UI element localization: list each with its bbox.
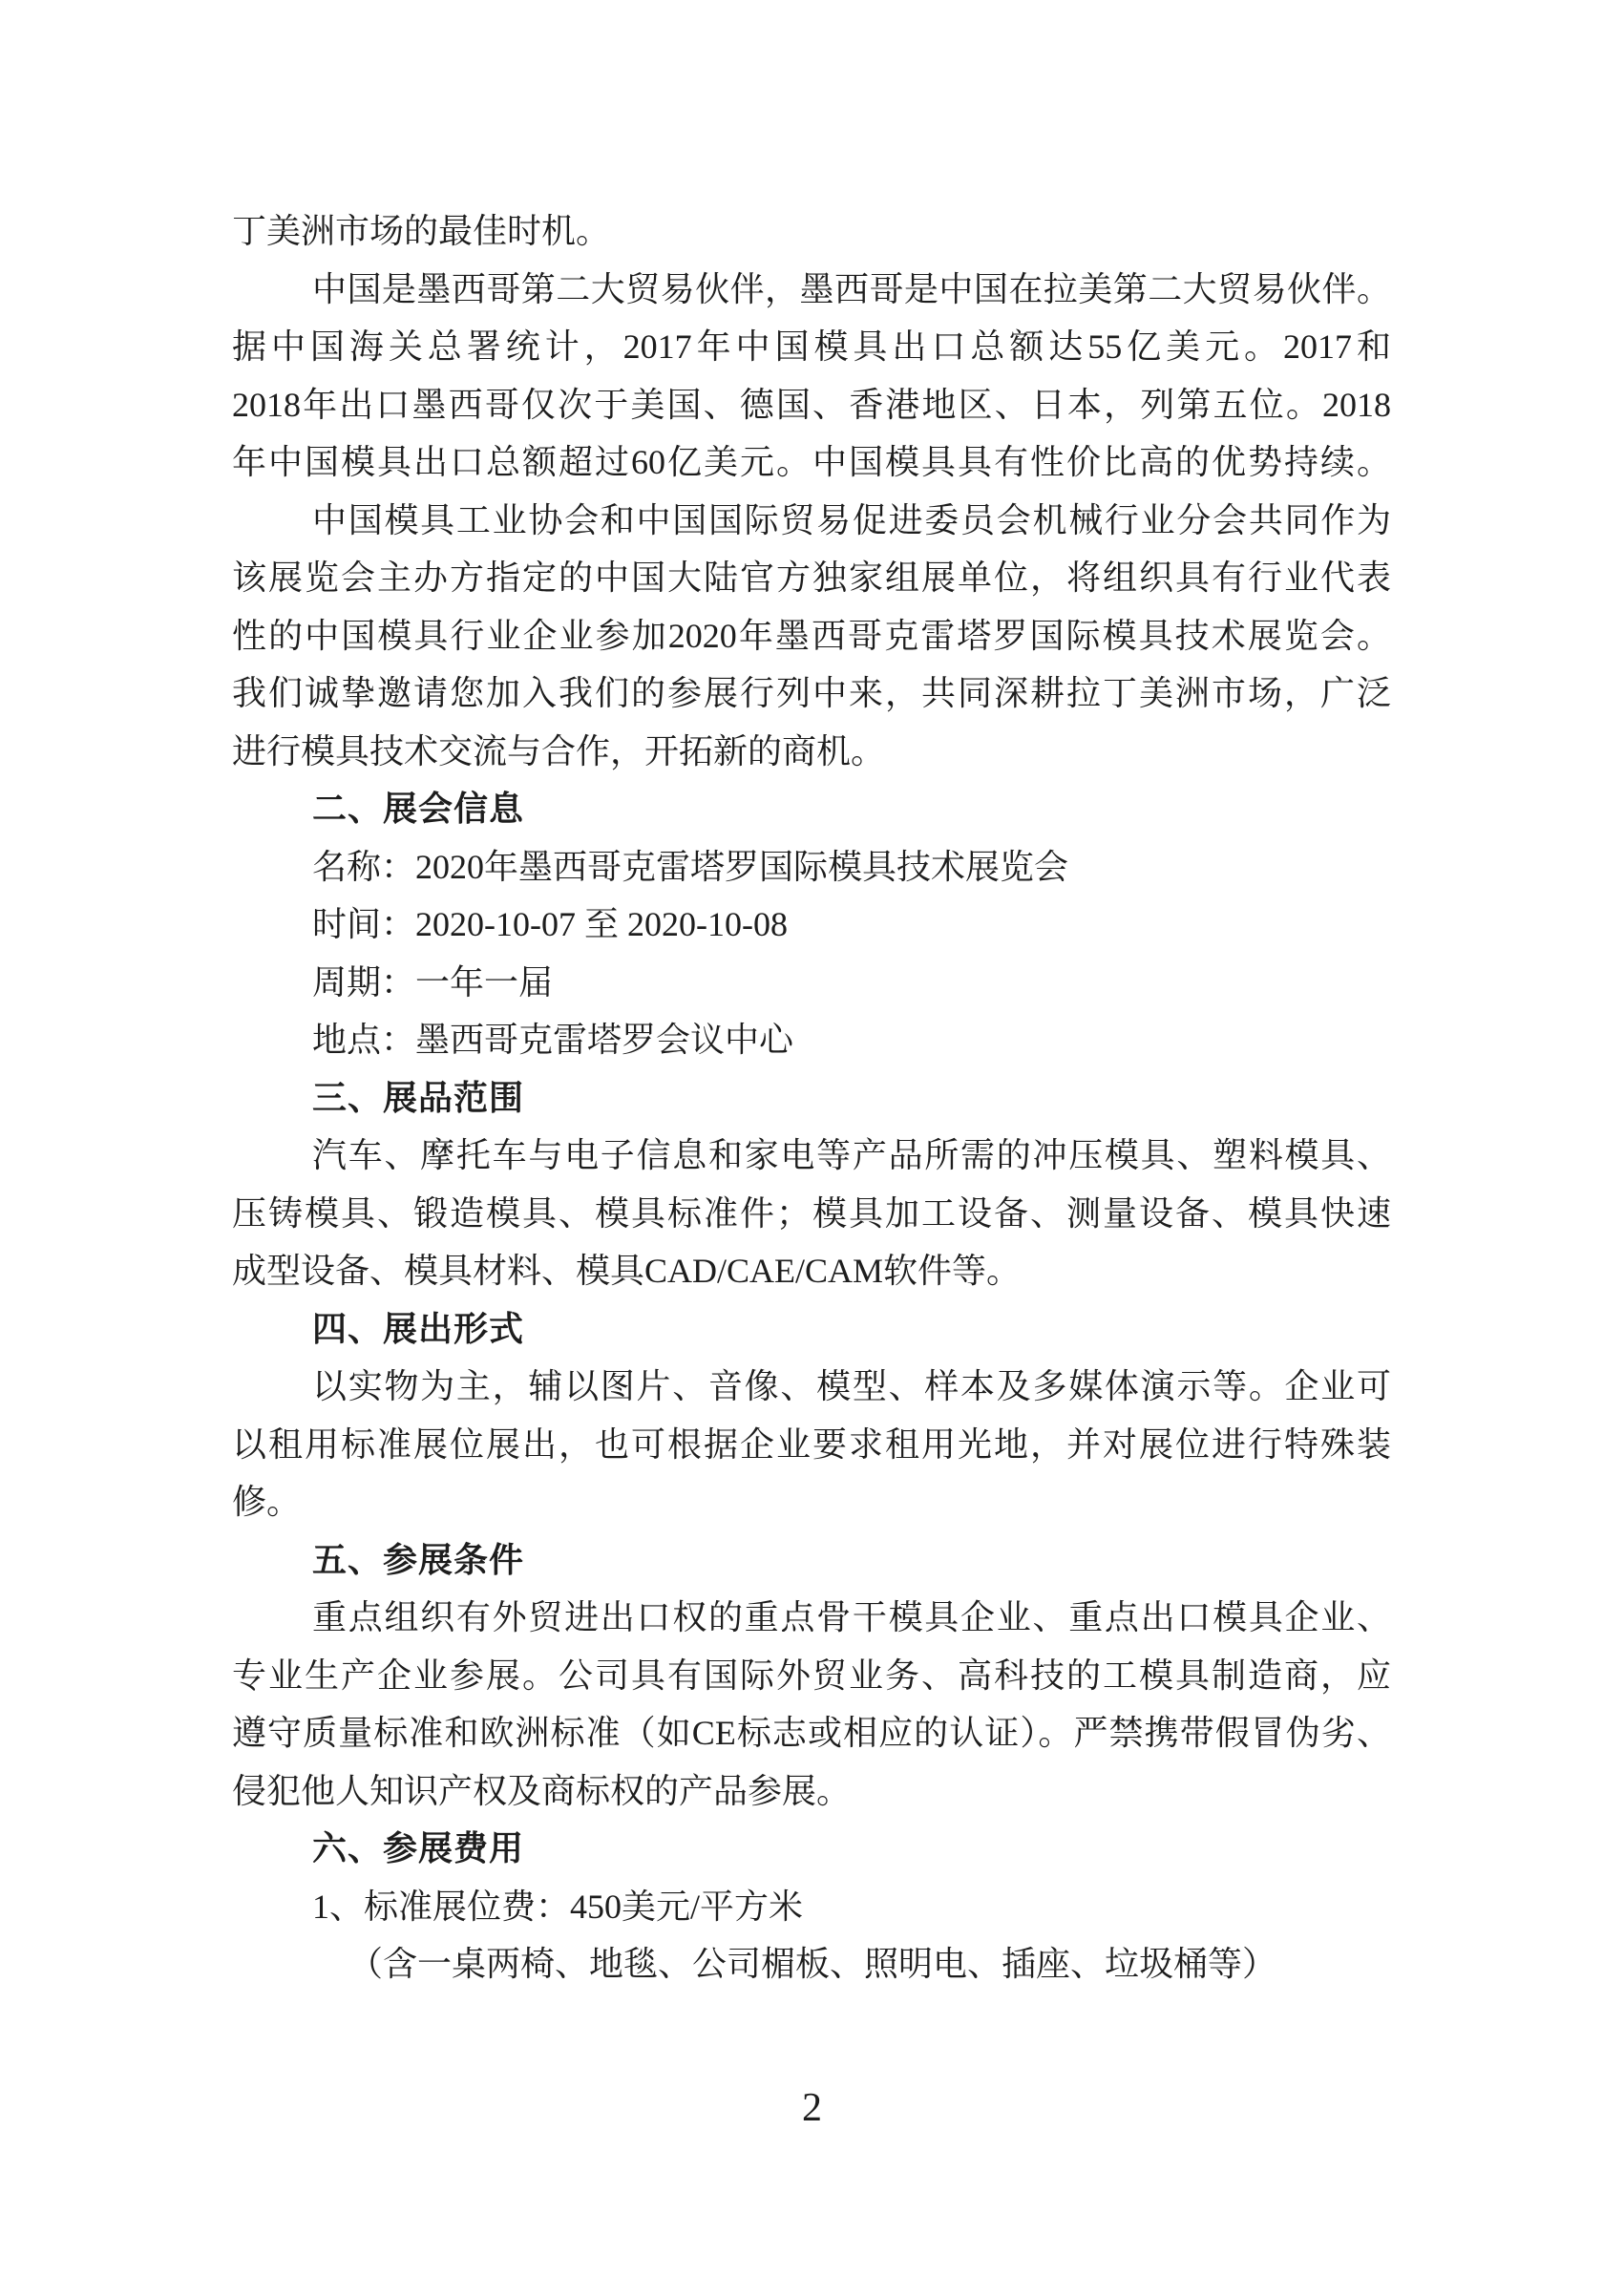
text-line: 名称：2020年墨西哥克雷塔罗国际模具技术展览会 — [312, 847, 1069, 886]
text-line: 进行模具技术交流与合作，开拓新的商机。 — [232, 731, 886, 770]
text-line: （含一桌两椅、地毯、公司楣板、照明电、插座、垃圾桶等） — [348, 1945, 1277, 1983]
text-line: 该展览会主办方指定的中国大陆官方独家组展单位，将组织具有行业代表 — [232, 559, 1391, 597]
text-line: 地点：墨西哥克雷塔罗会议中心 — [312, 1021, 794, 1059]
text-line: 遵守质量标准和欧洲标准（如CE标志或相应的认证）。严禁携带假冒伪劣、 — [232, 1714, 1391, 1752]
section-heading: 三、展品范围 — [312, 1077, 525, 1117]
text-line: 以租用标准展位展出，也可根据企业要求租用光地，并对展位进行特殊装 — [232, 1424, 1391, 1464]
text-line: 侵犯他人知识产权及商标权的产品参展。 — [232, 1771, 852, 1810]
text-line: 性的中国模具行业企业参加2020年墨西哥克雷塔罗国际模具技术展览会。 — [232, 616, 1391, 655]
text-line: 中国模具工业协会和中国国际贸易促进委员会机械行业分会共同作为 — [312, 500, 1391, 539]
section-heading: 四、展出形式 — [312, 1308, 525, 1348]
text-line: 重点组织有外贸进出口权的重点骨干模具企业、重点出口模具企业、 — [312, 1598, 1391, 1636]
text-line: 2018年出口墨西哥仅次于美国、德国、香港地区、日本，列第五位。2018 — [232, 385, 1391, 424]
section-heading: 五、参展条件 — [312, 1539, 525, 1579]
page-number: 2 — [802, 2086, 822, 2130]
text-line: 据中国海关总署统计，2017年中国模具出口总额达55亿美元。2017和 — [232, 327, 1391, 366]
text-line: 中国是墨西哥第二大贸易伙伴，墨西哥是中国在拉美第二大贸易伙伴。 — [312, 269, 1391, 308]
text-line: 修。 — [232, 1483, 302, 1521]
section-heading: 六、参展费用 — [312, 1828, 525, 1867]
text-line: 专业生产企业参展。公司具有国际外贸业务、高科技的工模具制造商，应 — [232, 1656, 1391, 1695]
text-line: 时间：2020-10-07 至 2020-10-08 — [312, 905, 788, 943]
text-line: 压铸模具、锻造模具、模具标准件；模具加工设备、测量设备、模具快速 — [232, 1193, 1391, 1233]
text-line: 年中国模具出口总额超过60亿美元。中国模具具有性价比高的优势持续。 — [232, 443, 1391, 481]
text-line: 成型设备、模具材料、模具CAD/CAE/CAM软件等。 — [232, 1252, 1022, 1290]
text-line: 1、标准展位费：450美元/平方米 — [312, 1887, 804, 1926]
section-heading: 二、展会信息 — [312, 789, 525, 828]
text-line: 丁美洲市场的最佳时机。 — [232, 212, 611, 250]
text-line: 汽车、摩托车与电子信息和家电等产品所需的冲压模具、塑料模具、 — [312, 1136, 1391, 1174]
text-line: 以实物为主，辅以图片、音像、模型、样本及多媒体演示等。企业可 — [312, 1367, 1391, 1405]
text-line: 我们诚挚邀请您加入我们的参展行列中来，共同深耕拉丁美洲市场，广泛 — [232, 674, 1391, 712]
document-body — [232, 202, 1391, 1993]
text-line: 周期：一年一届 — [312, 962, 554, 1002]
